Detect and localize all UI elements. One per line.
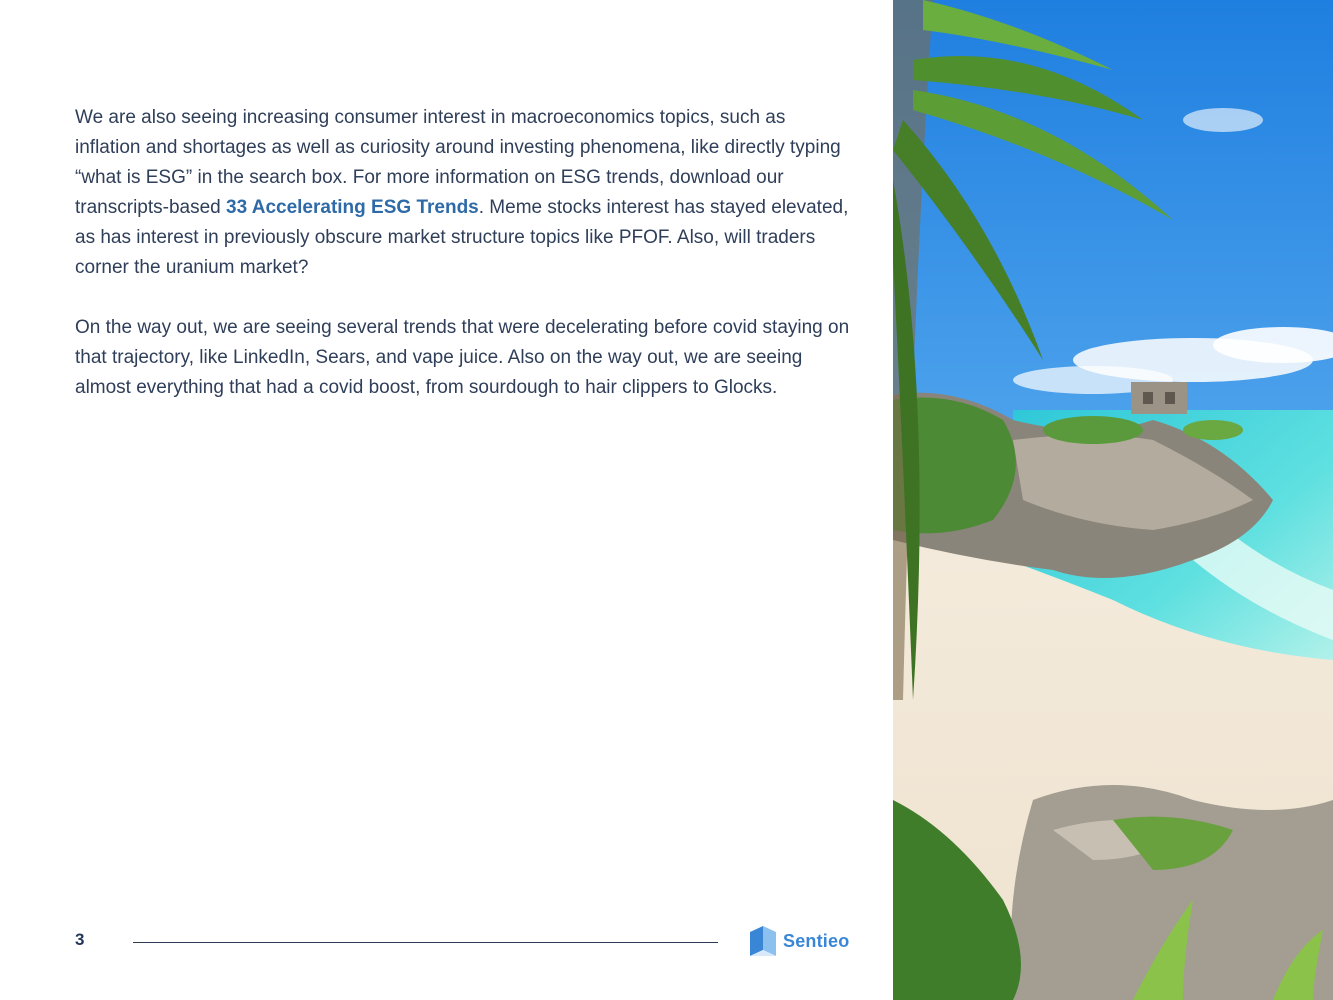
footer-divider — [133, 942, 718, 943]
esg-trends-link[interactable]: 33 Accelerating ESG Trends — [226, 197, 479, 218]
paragraph-2: On the way out, we are seeing several trends that were decelerating before covid staying on that trajectory, like LinkedIn, Sears, and vape juice. Also on the way out, we are seeing almost everything that had a covid boost, from sourdough to hair clippers to Glocks. — [75, 317, 850, 398]
brand-name: Sentieo — [783, 930, 850, 951]
brand-logo — [750, 925, 849, 957]
main-text — [75, 103, 850, 433]
beach-photo — [893, 0, 1333, 1000]
paragraph-1-text-start: We are also seeing increasing consumer interest in macroeconomics topics, such as inflation and shortages as well as curiosity around investing phenomena, like directly typing “what is ESG” in the search box. For more information on ESG trends, download our transcripts-based — [75, 107, 841, 218]
page-number: 3 — [75, 930, 85, 949]
sentieo-logo-icon — [750, 926, 776, 956]
paragraph-1 — [75, 103, 850, 283]
paragraph-1-text-end: . Meme stocks interest has stayed elevated, as has interest in previously obscure market structure topics like PFOF. Also, will traders corner the uranium market? — [75, 197, 849, 278]
